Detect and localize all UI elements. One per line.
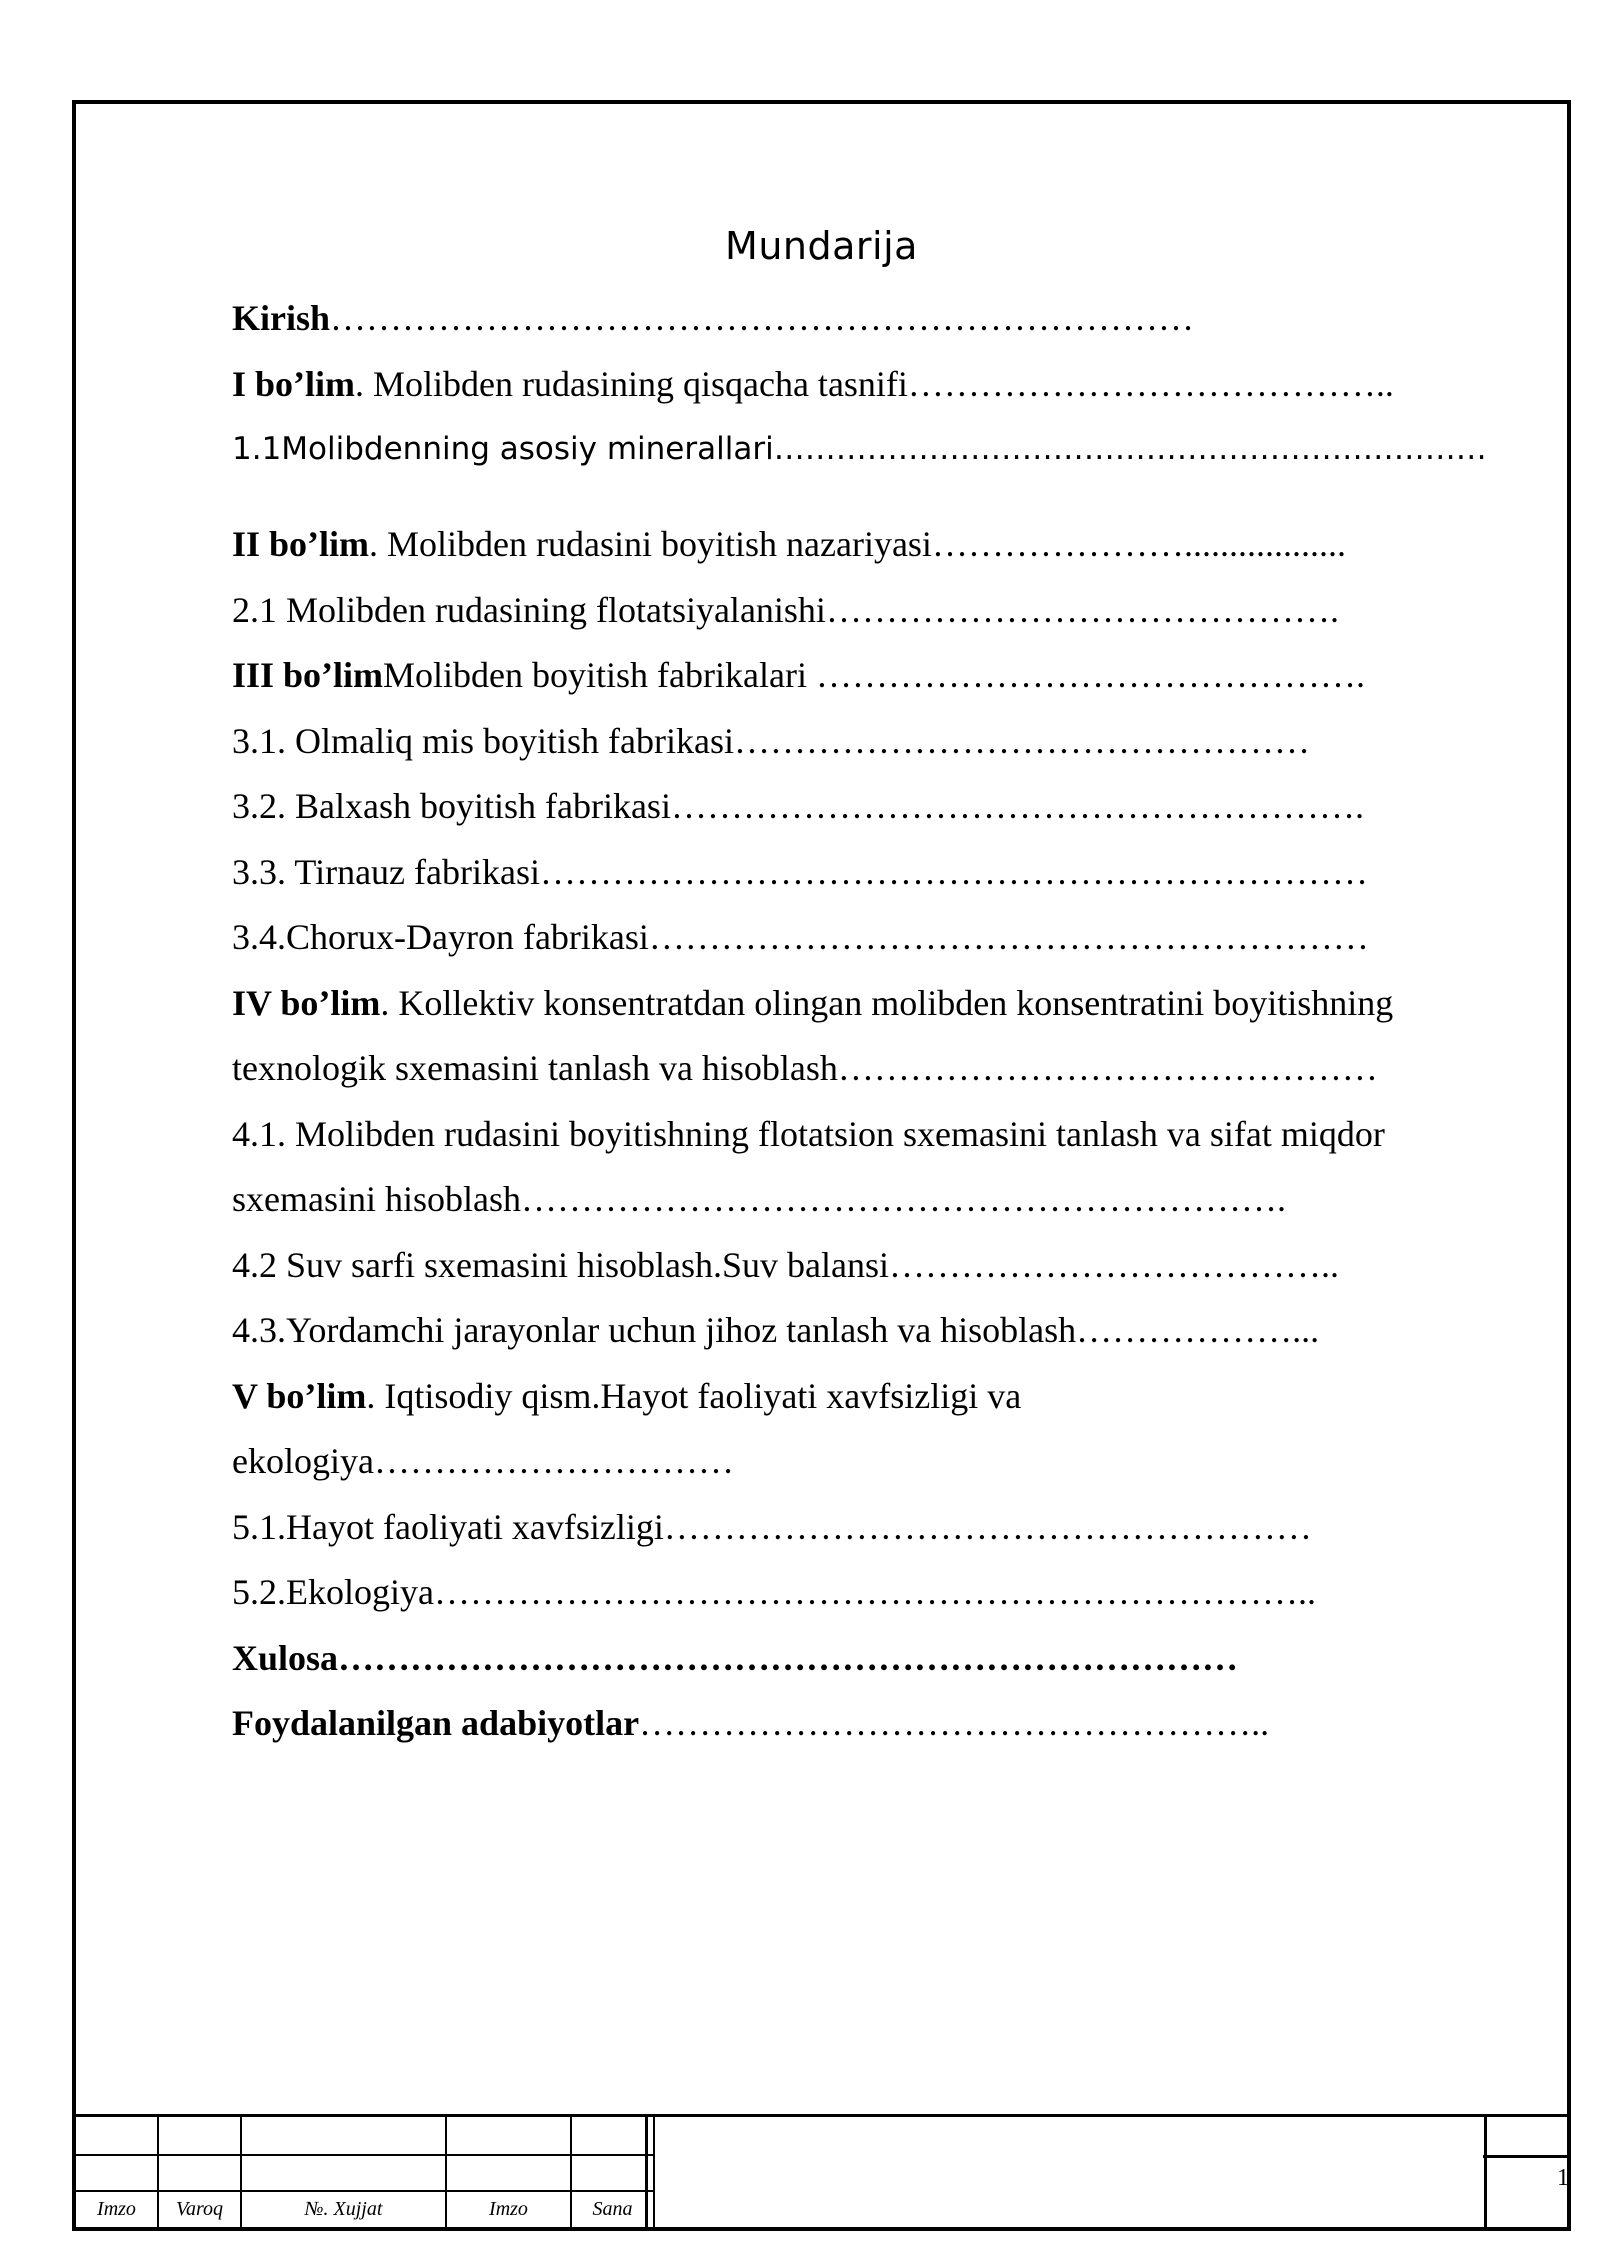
document-title: Mundarija: [725, 224, 918, 268]
stamp-label-date: Sana: [571, 2191, 654, 2227]
stamp-label-sheet: Varoq: [158, 2191, 241, 2227]
toc-entry-text: Molibden boyitish fabrikalari: [383, 655, 816, 695]
toc-entry-text: texnologik sxemasini tanlash va hisoblash: [232, 1048, 838, 1088]
toc-entry-text: 4.3.Yordamchi jarayonlar uchun jihoz tanlash va hisoblash: [232, 1310, 1077, 1350]
toc-entry: [232, 1102, 1532, 1168]
toc-leader-dots: ……………………………………….: [815, 655, 1365, 695]
title-block: [76, 2114, 1567, 2227]
toc-entry-text: 3.2. Balxash boyitish fabrikasi: [232, 786, 671, 826]
toc-leader-dots: ………………...: [1076, 1310, 1320, 1350]
stamp-label-signature: Imzo: [76, 2191, 158, 2227]
title-block-grid: [76, 2117, 655, 2227]
toc-leader-dots: ………………………………………: [837, 1048, 1378, 1088]
title-block-main-cell: [645, 2117, 1487, 2227]
toc-entry-heading: III bo’lim: [232, 655, 384, 695]
toc-leader-dots: ………………………………………………: [663, 1506, 1312, 1547]
toc-entry: [232, 578, 1532, 644]
toc-leader-dots: ……………………………………………………………: [539, 851, 1368, 892]
toc-entry: [232, 774, 1532, 840]
title-block-corner-divider: [1483, 2155, 1567, 2158]
table-of-contents: [232, 286, 1532, 1757]
toc-entry: [232, 1429, 1532, 1495]
toc-entry-heading: V bo’lim: [232, 1375, 367, 1416]
toc-leader-dots: ……………………………………………………: [648, 917, 1369, 957]
toc-leader-dots: …………………………………………………………………: [338, 1637, 1239, 1678]
toc-entry-heading: Kirish: [232, 298, 331, 338]
toc-entry-text: 5.1.Hayot faoliyati xavfsizligi: [232, 1506, 664, 1547]
toc-entry-text: sxemasini hisoblash: [232, 1179, 521, 1219]
toc-entry-text: . Iqtisodiy qism.Hayot faoliyati xavfsizligi va: [366, 1375, 1022, 1416]
toc-entry-text: 3.4.Chorux-Dayron fabrikasi: [232, 917, 649, 957]
toc-entry: [232, 1364, 1532, 1430]
toc-entry: [232, 709, 1532, 775]
toc-entry-text: 4.2 Suv sarfi sxemasini hisoblash.Suv balansi: [232, 1244, 889, 1285]
toc-entry-text: . Kollektiv konsentratdan olingan molibden konsentratini boyitishning: [380, 982, 1394, 1023]
toc-entry-heading: II bo’lim: [232, 524, 370, 564]
page-number: 1: [1557, 2165, 1569, 2191]
toc-entry-text: . Molibden rudasining qisqacha tasnifi: [355, 363, 908, 404]
toc-entry-text: ekologiya: [232, 1441, 374, 1481]
toc-entry: [232, 905, 1532, 971]
toc-leader-dots: …………………………………….: [825, 589, 1339, 630]
toc-entry-text: 1.1Molibdenning asosiy minerallari: [232, 431, 774, 467]
toc-entry-text: 3.1. Olmaliq mis boyitish fabrikasi: [232, 720, 734, 761]
stamp-label-document-number: №. Xujjat: [241, 2191, 446, 2227]
stamp-label-signature-2: Imzo: [446, 2191, 571, 2227]
toc-leader-dots: …………………………………………: [733, 720, 1310, 761]
page-frame: [72, 100, 1571, 2231]
toc-entry: [232, 971, 1532, 1037]
toc-entry: [232, 1233, 1532, 1299]
toc-entry: [232, 1691, 1532, 1757]
toc-entry: [232, 1626, 1532, 1692]
toc-entry-text: 3.3. Tirnauz fabrikasi: [232, 851, 540, 892]
toc-entry-heading: Xulosa: [232, 1637, 339, 1678]
toc-leader-dots: ………………………………………………….: [670, 786, 1364, 826]
toc-entry: [232, 1560, 1532, 1626]
toc-entry: [232, 352, 1532, 418]
toc-entry: [232, 512, 1532, 578]
toc-entry-text: 4.1. Molibden rudasini boyitishning flotatsion sxemasini tanlash va sifat miqdor: [232, 1113, 1385, 1154]
toc-leader-dots: ………………………………..: [888, 1244, 1339, 1285]
toc-entry-heading: I bo’lim: [232, 363, 356, 404]
toc-leader-dots: ……………………………………………..: [639, 1703, 1270, 1743]
toc-leader-dots: ………………………………………………………………..: [433, 1572, 1316, 1612]
toc-entry-heading: IV bo’lim: [232, 982, 381, 1023]
toc-entry-text: . Molibden rudasini boyitish nazariyasi: [369, 524, 932, 564]
toc-entry: [232, 1167, 1532, 1233]
toc-leader-dots: …………………………: [373, 1441, 734, 1481]
toc-leader-dots: …………………………………..: [907, 363, 1394, 404]
toc-leader-dots: …………………..................: [931, 524, 1346, 564]
toc-entry-heading: Foydalanilgan adabiyotlar: [232, 1703, 640, 1743]
toc-entry: [232, 840, 1532, 906]
toc-entry: [232, 1298, 1532, 1364]
toc-leader-dots: ……………………………………………………….: [520, 1179, 1286, 1219]
toc-entry: [232, 286, 1532, 352]
toc-leader-dots: ……………………………………………………………: [773, 431, 1487, 467]
toc-entry-text: 5.2.Ekologiya: [232, 1572, 434, 1612]
toc-entry: [232, 417, 1532, 512]
toc-leader-dots: ………………………………………………………………: [330, 298, 1195, 338]
toc-entry: [232, 1036, 1532, 1102]
toc-entry: [232, 1495, 1532, 1561]
toc-entry-text: 2.1 Molibden rudasining flotatsiyalanishi: [232, 589, 826, 630]
toc-entry: [232, 643, 1532, 709]
